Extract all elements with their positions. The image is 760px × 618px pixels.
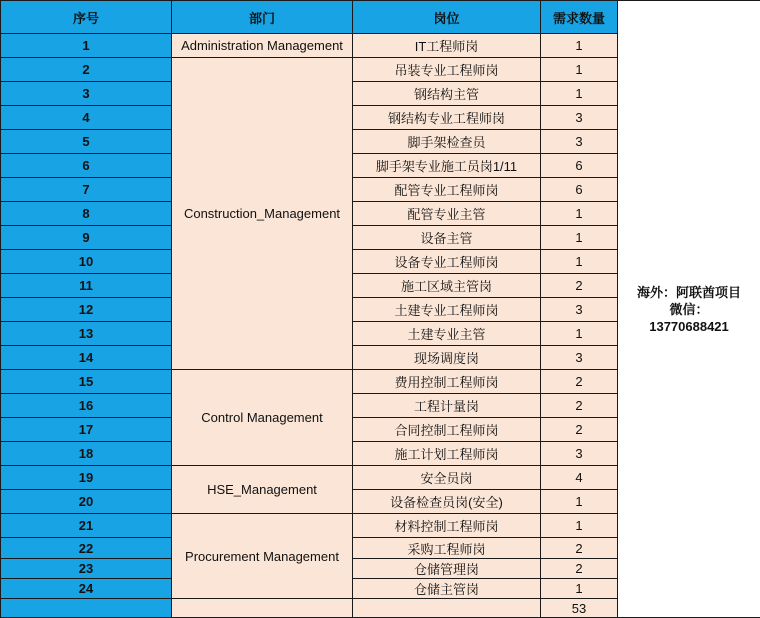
note-line-project: 海外：阿联酋项目 <box>636 284 741 300</box>
row-count: 2 <box>541 394 618 418</box>
row-index: 8 <box>1 202 172 226</box>
row-position: 脚手架检查员 <box>353 130 541 154</box>
row-count: 1 <box>541 34 618 58</box>
row-count: 1 <box>541 82 618 106</box>
row-position: 吊装专业工程师岗 <box>353 58 541 82</box>
row-position: 钢结构主管 <box>353 82 541 106</box>
row-count: 2 <box>541 370 618 394</box>
row-index: 19 <box>1 466 172 490</box>
row-index: 10 <box>1 250 172 274</box>
row-index: 15 <box>1 370 172 394</box>
row-count: 2 <box>541 538 618 559</box>
row-position: 钢结构专业工程师岗 <box>353 106 541 130</box>
row-index: 14 <box>1 346 172 370</box>
row-count: 1 <box>541 490 618 514</box>
row-position: 合同控制工程师岗 <box>353 418 541 442</box>
row-index: 13 <box>1 322 172 346</box>
row-position: IT工程师岗 <box>353 34 541 58</box>
department-hse: HSE_Management <box>172 466 353 514</box>
row-index: 6 <box>1 154 172 178</box>
row-index: 2 <box>1 58 172 82</box>
row-count: 1 <box>541 514 618 538</box>
row-count: 3 <box>541 346 618 370</box>
row-count: 1 <box>541 250 618 274</box>
row-position: 设备专业工程师岗 <box>353 250 541 274</box>
row-position: 现场调度岗 <box>353 346 541 370</box>
department-control: Control Management <box>172 370 353 466</box>
row-index: 20 <box>1 490 172 514</box>
row-count: 6 <box>541 178 618 202</box>
total-department-empty <box>172 599 353 618</box>
header-department: 部门 <box>172 1 353 34</box>
row-count: 1 <box>541 58 618 82</box>
row-index: 24 <box>1 579 172 599</box>
row-count: 2 <box>541 274 618 298</box>
row-count: 1 <box>541 202 618 226</box>
total-count: 53 <box>541 599 618 618</box>
row-index: 7 <box>1 178 172 202</box>
row-count: 1 <box>541 579 618 599</box>
row-position: 配管专业主管 <box>353 202 541 226</box>
row-position: 土建专业主管 <box>353 322 541 346</box>
row-position: 设备主管 <box>353 226 541 250</box>
row-index: 4 <box>1 106 172 130</box>
row-index: 17 <box>1 418 172 442</box>
row-count: 3 <box>541 130 618 154</box>
contact-note <box>618 1 760 618</box>
row-position: 设备检查员岗(安全) <box>353 490 541 514</box>
row-position: 配管专业工程师岗 <box>353 178 541 202</box>
row-position: 施工区域主管岗 <box>353 274 541 298</box>
row-index: 16 <box>1 394 172 418</box>
row-position: 土建专业工程师岗 <box>353 298 541 322</box>
row-count: 3 <box>541 442 618 466</box>
row-position: 工程计量岗 <box>353 394 541 418</box>
row-count: 1 <box>541 322 618 346</box>
row-position: 仓储管理岗 <box>353 559 541 579</box>
row-position: 脚手架专业施工员岗1/11 <box>353 154 541 178</box>
row-count: 1 <box>541 226 618 250</box>
row-index: 23 <box>1 559 172 579</box>
row-count: 6 <box>541 154 618 178</box>
header-count: 需求数量 <box>541 1 618 34</box>
row-count: 4 <box>541 466 618 490</box>
row-index: 3 <box>1 82 172 106</box>
row-position: 费用控制工程师岗 <box>353 370 541 394</box>
row-index: 12 <box>1 298 172 322</box>
row-count: 2 <box>541 418 618 442</box>
total-position-empty <box>353 599 541 618</box>
header-position: 岗位 <box>353 1 541 34</box>
department-construction: Construction_Management <box>172 58 353 370</box>
row-position: 材料控制工程师岗 <box>353 514 541 538</box>
department-admin: Administration Management <box>172 34 353 58</box>
row-count: 3 <box>541 106 618 130</box>
row-position: 安全员岗 <box>353 466 541 490</box>
row-count: 3 <box>541 298 618 322</box>
note-line-wechat: 微信： <box>669 301 709 317</box>
row-position: 施工计划工程师岗 <box>353 442 541 466</box>
row-index: 1 <box>1 34 172 58</box>
note-line-number: 13770688421 <box>649 318 729 334</box>
row-position: 采购工程师岗 <box>353 538 541 559</box>
row-count: 2 <box>541 559 618 579</box>
row-index: 22 <box>1 538 172 559</box>
row-index: 18 <box>1 442 172 466</box>
row-index: 21 <box>1 514 172 538</box>
row-index: 9 <box>1 226 172 250</box>
row-position: 仓储主管岗 <box>353 579 541 599</box>
header-index: 序号 <box>1 1 172 34</box>
header-row <box>1 1 760 34</box>
row-index: 5 <box>1 130 172 154</box>
row-index: 11 <box>1 274 172 298</box>
department-procurement: Procurement Management <box>172 514 353 599</box>
total-index-empty <box>1 599 172 618</box>
